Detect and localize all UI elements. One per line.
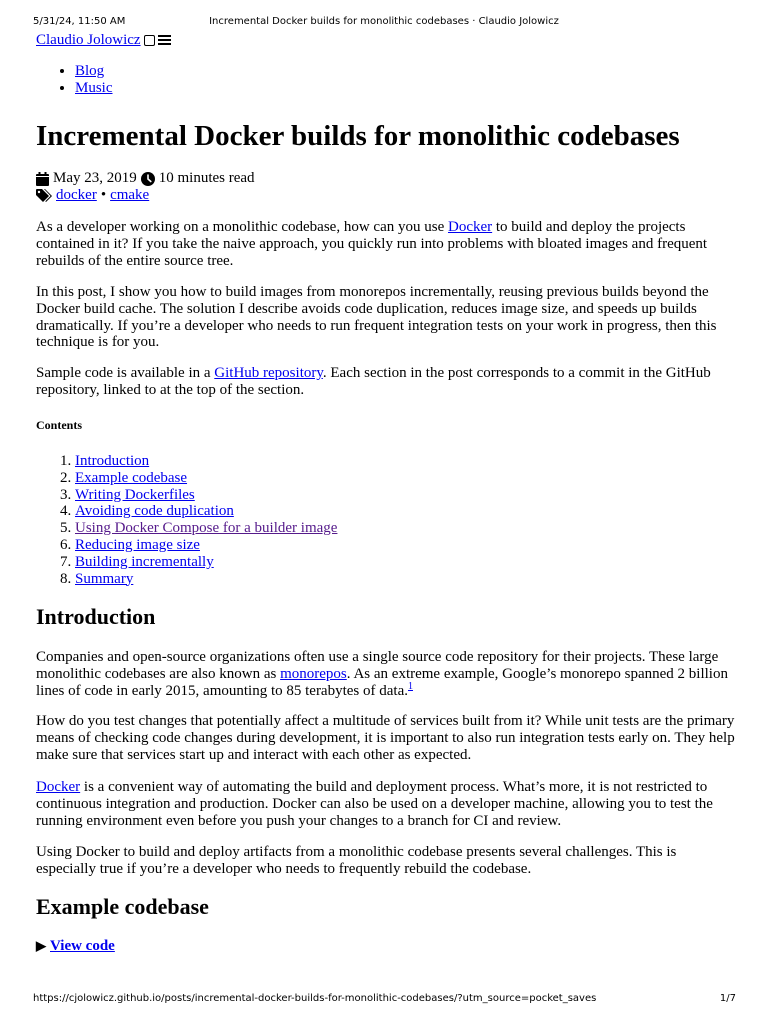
article-title: Incremental Docker builds for monolithic codebases [36, 120, 680, 152]
introduction-paragraph-2: How do you test changes that potentially affect a multitude of services built from it? While unit tests are the primary means of checking code changes during development, it is important to also run integration tests early on. They help make sure that services start up and interact with each other as expected. [36, 713, 735, 763]
toc-item [75, 503, 736, 520]
toc-item [75, 520, 736, 537]
theme-toggle-icon[interactable] [144, 35, 155, 46]
menu-icon[interactable] [158, 33, 171, 47]
view-code-summary-block [36, 938, 736, 955]
print-url: https://cjolowicz.github.io/posts/incremental-docker-builds-for-monolithic-codebases/?utm_source=pocket_saves [33, 993, 597, 1004]
tag-link-cmake[interactable]: cmake [110, 187, 150, 203]
introduction-paragraph-1-block [36, 649, 736, 699]
toc-item [75, 537, 736, 554]
github-repository-link[interactable]: GitHub repository [214, 365, 323, 381]
toc-link-example-codebase[interactable]: Example codebase [75, 469, 188, 486]
toc-link-introduction[interactable]: Introduction [75, 453, 150, 469]
print-page-title: Incremental Docker builds for monolithic codebases · Claudio Jolowicz [209, 16, 559, 27]
introduction-paragraph-3 [36, 779, 736, 829]
introduction-paragraph-4: Using Docker to build and deploy artifacts from a monolithic codebase presents several challenges. This is especially true if you’re a developer who needs to frequently rebuild the codebase. [36, 844, 677, 877]
toc-item [75, 453, 736, 470]
docker-link[interactable]: Docker [447, 219, 493, 235]
author-home-link[interactable]: Claudio Jolowicz [36, 32, 141, 48]
toc-item [75, 487, 736, 504]
toc-link-docker-compose-builder[interactable]: Using Docker Compose for a builder image [75, 520, 338, 537]
introduction-paragraph-2-block [36, 713, 736, 763]
print-footer [0, 993, 768, 1007]
intro-p3-text-before: Sample code is available in a [36, 365, 215, 381]
intro-paragraph-2-block [36, 284, 736, 351]
intro-paragraph-2: In this post, I show you how to build images from monorepos incrementally, reusing previous builds beyond the Docker build cache. The solution I describe avoids code duplication, reduces image size, and speeds up builds dramatically. If you’re a developer who needs to run frequent integration tests on your work in progress, then this technique is for you. [36, 284, 717, 351]
intro-p3-text-after: . Each section in the post corresponds to a commit in the GitHub repository, linked to at the top of the section. [36, 365, 711, 398]
introduction-paragraph-3-block [36, 779, 736, 829]
intro-paragraph-3 [36, 365, 736, 399]
introduction-heading: Introduction [36, 604, 156, 629]
tag-separator: • [100, 187, 107, 203]
site-header [36, 30, 736, 50]
read-time: 10 minutes read [158, 170, 255, 186]
print-header [0, 16, 768, 30]
introduction-p1-text-after: . As an extreme example, Google’s monorepo spanned 2 billion lines of code in early 2015, amounting to 85 terabytes of data. [36, 665, 728, 699]
example-codebase-heading-block [36, 894, 736, 920]
introduction-p3-text-after: is a convenient way of automating the build and deployment process. What’s more, it is not restricted to continuous integration and production. Docker can also be used on a developer machine, allowing you to test the running environment even before you push your changes to a branch for CI and review. [36, 779, 713, 829]
toc-link-building-incrementally[interactable]: Building incrementally [75, 553, 214, 570]
article-date: May 23, 2019 [53, 170, 137, 186]
intro-paragraph-1-block [36, 219, 736, 269]
introduction-heading-block [36, 604, 736, 630]
docker-link-2[interactable]: Docker [36, 779, 81, 795]
toc-link-reducing-image-size[interactable]: Reducing image size [75, 536, 200, 553]
toc-link-avoiding-code-duplication[interactable]: Avoiding code duplication [75, 503, 234, 520]
contents-title-block [36, 418, 736, 433]
tags-icon [36, 189, 52, 203]
page-content [36, 30, 736, 954]
intro-p1-text-before: As a developer working on a monolithic codebase, how can you use [36, 219, 448, 235]
contents-title: Contents [36, 418, 83, 432]
toc-item [75, 554, 736, 571]
site-nav [36, 63, 113, 97]
toc-link-writing-dockerfiles[interactable]: Writing Dockerfiles [75, 486, 195, 503]
monorepos-link[interactable]: monorepos [280, 665, 347, 682]
disclosure-triangle-icon: ▶ [36, 938, 46, 953]
print-page-number: 1/7 [719, 993, 736, 1004]
view-code-link[interactable]: View code [50, 938, 115, 954]
toc-item [75, 470, 736, 487]
toc-link-summary[interactable]: Summary [75, 570, 134, 587]
nav-item-blog [75, 63, 113, 80]
introduction-p1-text-before: Companies and open-source organizations often use a single source code repository for their projects. These large monolithic codebases are also known as [36, 649, 719, 682]
toc-item [75, 571, 736, 588]
introduction-paragraph-4-block [36, 844, 736, 878]
table-of-contents [36, 453, 736, 587]
intro-paragraph-3-block [36, 365, 736, 399]
intro-paragraph-1 [36, 219, 736, 269]
article-meta [36, 170, 255, 204]
tag-link-docker[interactable]: docker [56, 187, 97, 203]
view-code-toggle[interactable] [36, 938, 736, 955]
print-datetime: 5/31/24, 11:50 AM [33, 16, 126, 27]
nav-link-blog[interactable]: Blog [75, 63, 105, 79]
nav-item-music [75, 80, 113, 97]
calendar-icon [36, 172, 49, 186]
example-codebase-heading: Example codebase [36, 894, 209, 919]
intro-p1-text-after: to build and deploy the projects contained in it? If you take the naive approach, you quickly run into problems with bloated images and frequent rebuilds of the entire source tree. [36, 219, 708, 269]
clock-icon [141, 172, 155, 186]
nav-link-music[interactable]: Music [75, 80, 113, 96]
introduction-paragraph-1 [36, 649, 736, 699]
footnote-1-link[interactable]: 1 [407, 680, 413, 692]
